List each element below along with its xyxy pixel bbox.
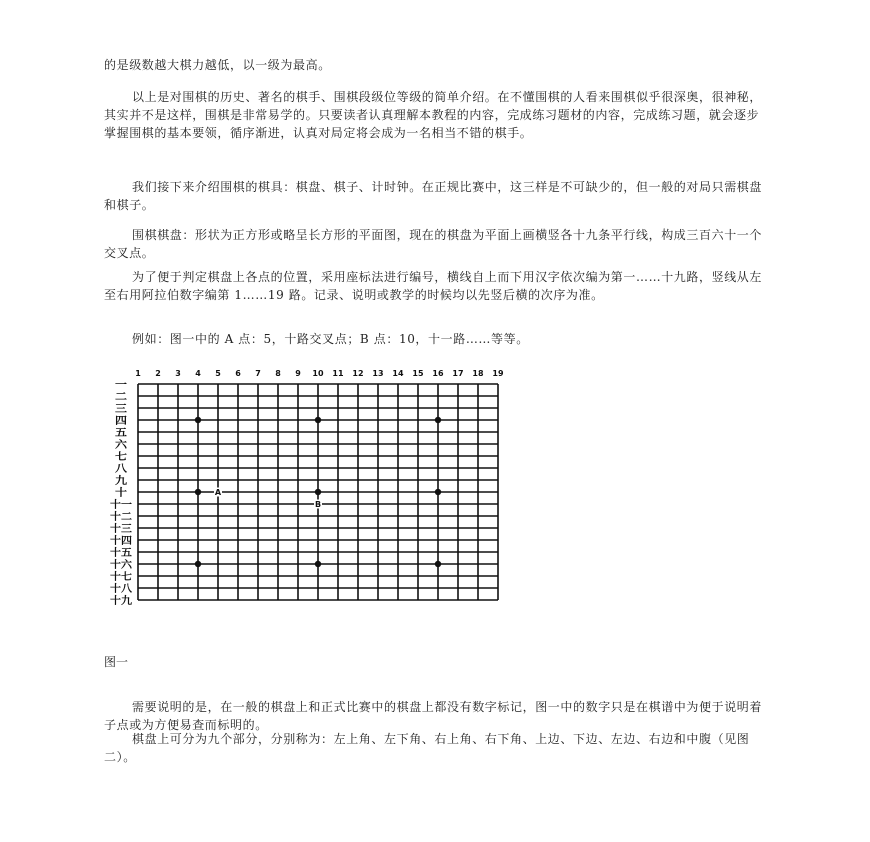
column-number-label: 11 bbox=[332, 369, 344, 378]
row-number-label: 十五 bbox=[110, 548, 130, 559]
point-a-label: A bbox=[214, 488, 222, 497]
star-point bbox=[195, 561, 201, 567]
paragraph-board-regions: 棋盘上可分为九个部分，分别称为：左上角、左下角、右上角、右下角、上边、下边、左边、右边和中腹（见图二）。 bbox=[104, 732, 750, 764]
star-point bbox=[195, 417, 201, 423]
star-point bbox=[315, 489, 321, 495]
column-number-label: 14 bbox=[392, 369, 404, 378]
go-board-figure bbox=[104, 364, 514, 632]
point-b-label: B bbox=[314, 500, 322, 509]
row-number-label: 十七 bbox=[110, 572, 130, 583]
star-point bbox=[315, 561, 321, 567]
row-number-label: 二 bbox=[115, 392, 125, 403]
column-number-label: 2 bbox=[155, 369, 161, 378]
figure-caption: 图一 bbox=[104, 655, 129, 669]
row-number-label: 十九 bbox=[110, 596, 130, 607]
row-number-label: 十二 bbox=[110, 512, 130, 523]
column-number-label: 6 bbox=[235, 369, 241, 378]
column-number-label: 10 bbox=[312, 369, 324, 378]
column-number-label: 1 bbox=[135, 369, 141, 378]
row-number-label: 十一 bbox=[110, 500, 130, 511]
row-number-label: 十六 bbox=[110, 560, 130, 571]
column-number-label: 4 bbox=[195, 369, 201, 378]
star-point bbox=[315, 417, 321, 423]
row-number-label: 十 bbox=[115, 488, 125, 499]
row-number-label: 七 bbox=[115, 452, 125, 463]
paragraph-example: 例如：图一中的 A 点：5，十路交叉点；B 点：10，十一路……等等。 bbox=[132, 332, 529, 346]
go-board bbox=[104, 364, 514, 632]
column-number-label: 15 bbox=[412, 369, 424, 378]
column-number-label: 12 bbox=[352, 369, 364, 378]
column-number-label: 18 bbox=[472, 369, 484, 378]
star-point bbox=[435, 417, 441, 423]
row-number-label: 四 bbox=[115, 416, 125, 427]
row-number-label: 六 bbox=[115, 440, 125, 451]
row-number-label: 三 bbox=[115, 404, 125, 415]
row-number-label: 十四 bbox=[110, 536, 130, 547]
paragraph-rank-note: 的是级数越大棋力越低，以一级为最高。 bbox=[104, 58, 331, 72]
paragraph-introduction-summary: 以上是对围棋的历史、著名的棋手、围棋段级位等级的简单介绍。在不懂围棋的人看来围棋似乎很深奥，很神秘，其实并不是这样，围棋是非常易学的。只要读者认真理解本教程的内容，完成练习题材的内容，完成练习题，就会逐步掌握围棋的基本要领，循序渐进，认真对局定将会成为一名相当不错的棋手。 bbox=[104, 90, 763, 140]
column-number-label: 3 bbox=[175, 369, 181, 378]
row-number-label: 八 bbox=[115, 464, 125, 475]
column-number-label: 9 bbox=[295, 369, 301, 378]
star-point bbox=[435, 561, 441, 567]
row-number-label: 九 bbox=[115, 476, 125, 487]
paragraph-coordinates: 为了便于判定棋盘上各点的位置，采用座标法进行编号，横线自上而下用汉字依次编为第一……十九路，竖线从左至右用阿拉伯数字编第 1……19 路。记录、说明或教学的时候均以先竖后横的次序为准。 bbox=[104, 270, 763, 302]
column-number-label: 19 bbox=[492, 369, 504, 378]
column-number-label: 7 bbox=[255, 369, 261, 378]
row-number-label: 十八 bbox=[110, 584, 130, 595]
star-point bbox=[435, 489, 441, 495]
row-number-label: 十三 bbox=[110, 524, 130, 535]
column-number-label: 5 bbox=[215, 369, 221, 378]
column-number-label: 13 bbox=[372, 369, 384, 378]
column-number-label: 16 bbox=[432, 369, 444, 378]
row-number-label: 一 bbox=[115, 380, 127, 391]
paragraph-board-markings: 需要说明的是，在一般的棋盘上和正式比赛中的棋盘上都没有数字标记，图一中的数字只是在棋谱中为便于说明着子点或为方便易查而标明的。 bbox=[104, 700, 763, 732]
column-number-label: 8 bbox=[275, 369, 281, 378]
paragraph-equipment: 我们接下来介绍围棋的棋具：棋盘、棋子、计时钟。在正规比赛中，这三样是不可缺少的，但一般的对局只需棋盘和棋子。 bbox=[104, 180, 763, 212]
row-number-label: 五 bbox=[115, 428, 125, 439]
star-point bbox=[195, 489, 201, 495]
column-number-label: 17 bbox=[452, 369, 464, 378]
paragraph-board-description: 围棋棋盘：形状为正方形或略呈长方形的平面图，现在的棋盘为平面上画横竖各十九条平行线，构成三百六十一个交叉点。 bbox=[104, 228, 763, 260]
